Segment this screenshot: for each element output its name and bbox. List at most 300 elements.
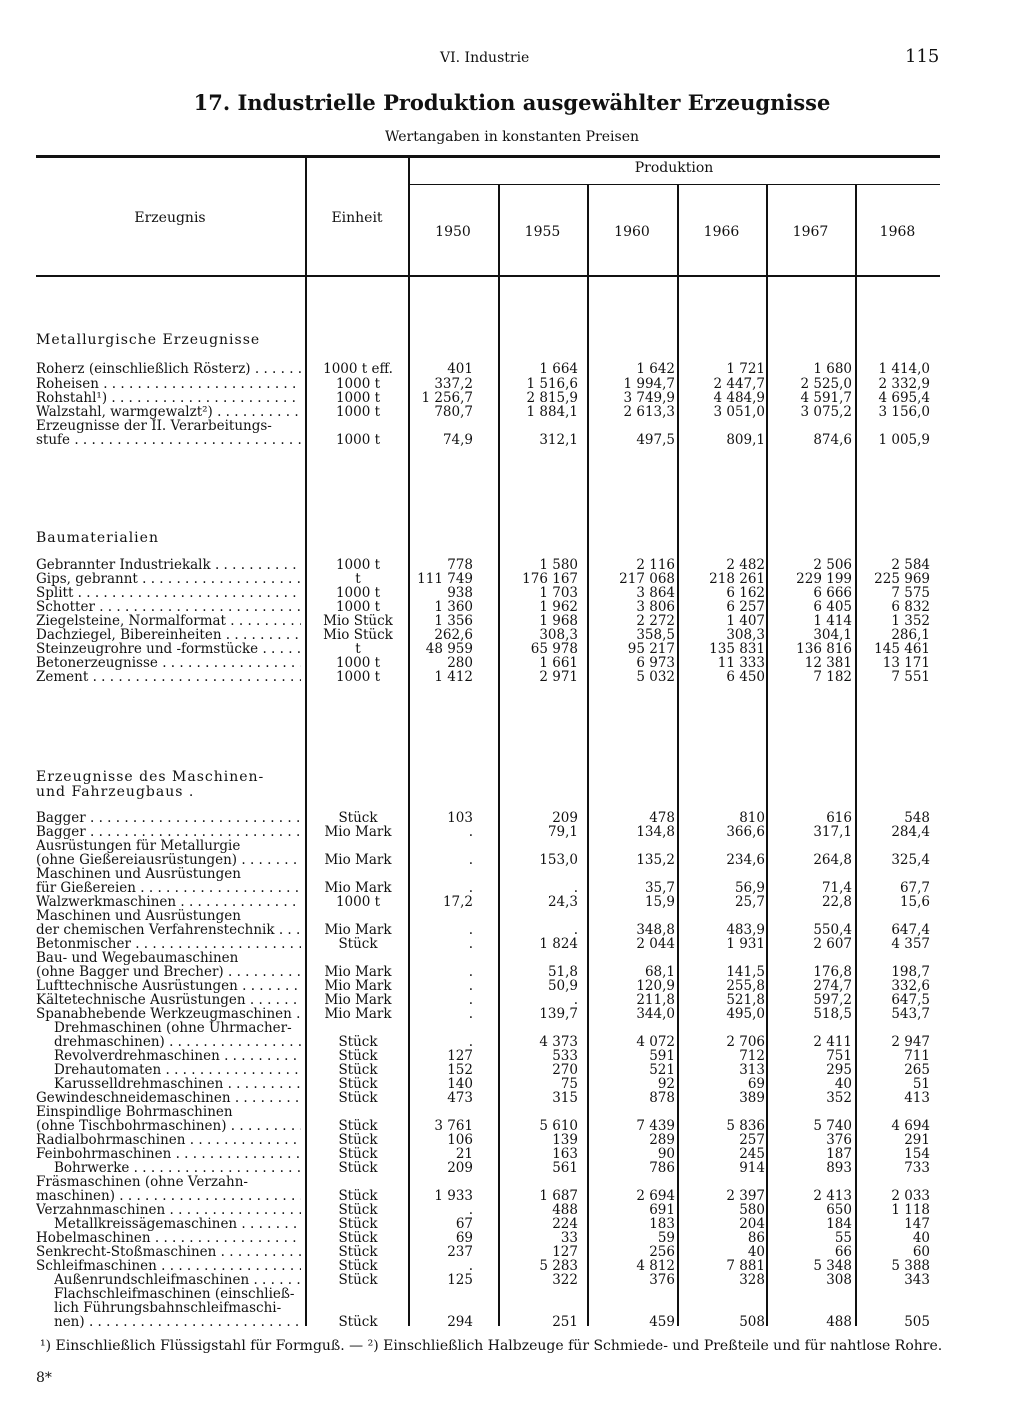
table-row xyxy=(0,853,1024,867)
value-cell: 3 806 xyxy=(636,599,675,615)
value-cell: 459 xyxy=(649,1314,675,1330)
value-cell: 176 167 xyxy=(522,571,578,587)
value-cell: 204 xyxy=(739,1216,765,1232)
value-cell: 67,7 xyxy=(899,880,930,896)
value-cell: 15,9 xyxy=(644,894,675,910)
value-cell: 1 994,7 xyxy=(623,376,675,392)
value-cell: 2 607 xyxy=(813,936,852,952)
value-cell: 597,2 xyxy=(813,992,852,1008)
value-cell: 135,2 xyxy=(636,852,675,868)
value-cell: 251 xyxy=(552,1314,578,1330)
value-cell: 135 831 xyxy=(709,641,765,657)
table-row xyxy=(0,1259,1024,1273)
value-cell: 691 xyxy=(649,1202,675,1218)
value-cell: 264,8 xyxy=(813,852,852,868)
row-label: Roheisen . . . xyxy=(36,377,301,391)
value-cell: 751 xyxy=(826,1048,852,1064)
value-cell: 3 156,0 xyxy=(878,404,930,420)
value-cell: 2 971 xyxy=(539,669,578,685)
table-row xyxy=(0,377,1024,391)
value-cell: 139 xyxy=(552,1132,578,1148)
value-cell: 25,7 xyxy=(734,894,765,910)
table-row xyxy=(0,614,1024,628)
row-label: für Gießereien . . . xyxy=(36,881,301,895)
value-cell: 59 xyxy=(657,1230,675,1246)
table-row xyxy=(0,1301,1024,1315)
value-cell: . xyxy=(468,964,473,980)
table-row xyxy=(0,656,1024,670)
value-cell: 154 xyxy=(904,1146,930,1162)
value-cell: 401 xyxy=(447,361,473,377)
value-cell: 48 959 xyxy=(425,641,473,657)
value-cell: 2 413 xyxy=(813,1188,852,1204)
row-unit: 1000 t xyxy=(335,390,381,406)
value-cell: 6 973 xyxy=(636,655,675,671)
value-cell: 6 666 xyxy=(813,585,852,601)
value-cell: 308 xyxy=(826,1272,852,1288)
value-cell: 647,4 xyxy=(891,922,930,938)
value-cell: 40 xyxy=(747,1244,765,1260)
row-label: Walzwerkmaschinen . . . xyxy=(36,895,301,909)
value-cell: 209 xyxy=(447,1160,473,1176)
value-cell: . xyxy=(468,936,473,952)
value-cell: 270 xyxy=(552,1062,578,1078)
table-row xyxy=(0,1007,1024,1021)
row-unit: Stück xyxy=(338,1314,378,1330)
value-cell: 125 xyxy=(447,1272,473,1288)
value-cell: 1 933 xyxy=(434,1188,473,1204)
row-label: Dachziegel, Bibereinheiten . . . xyxy=(36,628,301,642)
value-cell: 120,9 xyxy=(636,978,675,994)
value-cell: 1 931 xyxy=(726,936,765,952)
value-cell: 55 xyxy=(834,1230,852,1246)
row-label: Gewindeschneidemaschinen . . . xyxy=(36,1091,301,1105)
value-cell: 711 xyxy=(904,1048,930,1064)
value-cell: 1 118 xyxy=(891,1202,930,1218)
row-label: Feinbohrmaschinen . . . xyxy=(36,1147,301,1161)
value-cell: 6 162 xyxy=(726,585,765,601)
value-cell: . xyxy=(573,880,578,896)
row-label: Spanabhebende Werkzeugmaschinen . . . xyxy=(36,1007,301,1021)
value-cell: . xyxy=(468,1034,473,1050)
value-cell: 136 816 xyxy=(796,641,852,657)
value-cell: 2 116 xyxy=(636,557,675,573)
value-cell: 4 591,7 xyxy=(800,390,852,406)
value-cell: 67 xyxy=(455,1216,473,1232)
table-row xyxy=(0,642,1024,656)
value-cell: 2 447,7 xyxy=(713,376,765,392)
value-cell: 308,3 xyxy=(726,627,765,643)
row-unit: Stück xyxy=(338,1258,378,1274)
value-cell: 280 xyxy=(447,655,473,671)
row-unit: Mio Stück xyxy=(323,613,393,629)
value-cell: 3 051,0 xyxy=(713,404,765,420)
value-cell: 580 xyxy=(739,1202,765,1218)
table-row xyxy=(0,1119,1024,1133)
table-row xyxy=(0,391,1024,405)
row-label: der chemischen Verfahrenstechnik . . . xyxy=(36,923,301,937)
table-row xyxy=(0,1035,1024,1049)
value-cell: 1 580 xyxy=(539,557,578,573)
value-cell: . xyxy=(468,880,473,896)
row-label: Metallkreissägemaschinen . . . xyxy=(54,1217,301,1231)
value-cell: . xyxy=(468,1202,473,1218)
value-cell: 4 373 xyxy=(539,1034,578,1050)
row-unit: Stück xyxy=(338,1062,378,1078)
value-cell: 1 005,9 xyxy=(878,432,930,448)
row-label: Außenrundschleifmaschinen . . . xyxy=(54,1273,301,1287)
value-cell: 343 xyxy=(904,1272,930,1288)
value-cell: 352 xyxy=(826,1090,852,1106)
value-cell: 548 xyxy=(904,810,930,826)
value-cell: 140 xyxy=(447,1076,473,1092)
value-cell: 5 032 xyxy=(636,669,675,685)
value-cell: 198,7 xyxy=(891,964,930,980)
value-cell: 2 411 xyxy=(813,1034,852,1050)
value-cell: 780,7 xyxy=(434,404,473,420)
value-cell: 893 xyxy=(826,1160,852,1176)
table-row xyxy=(0,572,1024,586)
value-cell: 225 969 xyxy=(874,571,930,587)
value-cell: 4 695,4 xyxy=(878,390,930,406)
value-cell: 1 516,6 xyxy=(526,376,578,392)
value-cell: 521 xyxy=(649,1062,675,1078)
value-cell: 2 482 xyxy=(726,557,765,573)
row-label: Ziegelsteine, Normalformat . . . xyxy=(36,614,301,628)
value-cell: 218 261 xyxy=(709,571,765,587)
value-cell: 255,8 xyxy=(726,978,765,994)
value-cell: 344,0 xyxy=(636,1006,675,1022)
value-cell: 4 072 xyxy=(636,1034,675,1050)
table-title: 17. Industrielle Produktion ausgewählter Erzeugnisse xyxy=(193,90,831,115)
table-row xyxy=(0,1175,1024,1189)
value-cell: 274,7 xyxy=(813,978,852,994)
value-cell: 778 xyxy=(447,557,473,573)
value-cell: 6 257 xyxy=(726,599,765,615)
value-cell: 11 333 xyxy=(717,655,765,671)
row-label: Drehautomaten . . . xyxy=(54,1063,301,1077)
row-label: Bau- und Wegebaumaschinen xyxy=(36,951,239,965)
row-label: Kältetechnische Ausrüstungen . . . xyxy=(36,993,301,1007)
value-cell: . xyxy=(468,992,473,1008)
value-cell: 561 xyxy=(552,1160,578,1176)
value-cell: 86 xyxy=(747,1230,765,1246)
value-cell: . xyxy=(468,824,473,840)
row-label: Hobelmaschinen . . . xyxy=(36,1231,301,1245)
row-label: maschinen) . . . xyxy=(36,1189,301,1203)
value-cell: 2 506 xyxy=(813,557,852,573)
row-label: lich Führungsbahnschleifmaschi- xyxy=(54,1301,282,1315)
value-cell: 127 xyxy=(447,1048,473,1064)
value-cell: 7 551 xyxy=(891,669,930,685)
row-unit: Mio Mark xyxy=(324,978,392,994)
row-label: Steinzeugrohre und -formstücke . . . xyxy=(36,642,301,656)
value-cell: 5 348 xyxy=(813,1258,852,1274)
row-unit: Stück xyxy=(338,1160,378,1176)
value-cell: 712 xyxy=(739,1048,765,1064)
header-bottom-rule xyxy=(36,275,940,277)
value-cell: 5 740 xyxy=(813,1118,852,1134)
value-cell: 473 xyxy=(447,1090,473,1106)
col-header-erzeugnis: Erzeugnis xyxy=(134,210,206,226)
value-cell: 234,6 xyxy=(726,852,765,868)
row-unit: Stück xyxy=(338,810,378,826)
value-cell: . xyxy=(573,992,578,1008)
row-unit: 1000 t xyxy=(335,376,381,392)
value-cell: 312,1 xyxy=(539,432,578,448)
value-cell: 95 217 xyxy=(627,641,675,657)
value-cell: 914 xyxy=(739,1160,765,1176)
value-cell: 7 182 xyxy=(813,669,852,685)
row-label: nen) . . . xyxy=(54,1315,301,1329)
table-row xyxy=(0,1049,1024,1063)
value-cell: 308,3 xyxy=(539,627,578,643)
value-cell: 328 xyxy=(739,1272,765,1288)
value-cell: 366,6 xyxy=(726,824,765,840)
value-cell: 257 xyxy=(739,1132,765,1148)
value-cell: 1 962 xyxy=(539,599,578,615)
col-header-einheit: Einheit xyxy=(331,210,383,226)
page-number: 115 xyxy=(905,46,940,67)
value-cell: 60 xyxy=(912,1244,930,1260)
row-label: Splitt . . . xyxy=(36,586,301,600)
value-cell: 176,8 xyxy=(813,964,852,980)
value-cell: 66 xyxy=(834,1244,852,1260)
table-row xyxy=(0,1315,1024,1329)
value-cell: 187 xyxy=(826,1146,852,1162)
table-row xyxy=(0,979,1024,993)
row-unit: Stück xyxy=(338,1202,378,1218)
value-cell: 139,7 xyxy=(539,1006,578,1022)
value-cell: 111 749 xyxy=(417,571,473,587)
value-cell: 17,2 xyxy=(442,894,473,910)
value-cell: 5 283 xyxy=(539,1258,578,1274)
value-cell: 878 xyxy=(649,1090,675,1106)
value-cell: 1 661 xyxy=(539,655,578,671)
row-label: Walzstahl, warmgewalzt²) . . . xyxy=(36,405,301,419)
value-cell: 90 xyxy=(657,1146,675,1162)
value-cell: . xyxy=(468,1006,473,1022)
value-cell: 2 584 xyxy=(891,557,930,573)
table-row xyxy=(0,811,1024,825)
value-cell: 315 xyxy=(552,1090,578,1106)
row-label: Erzeugnisse der II. Verarbeitungs- xyxy=(36,419,272,433)
value-cell: 21 xyxy=(455,1146,473,1162)
row-unit: t xyxy=(355,641,361,657)
value-cell: 2 815,9 xyxy=(526,390,578,406)
value-cell: 3 761 xyxy=(434,1118,473,1134)
value-cell: 488 xyxy=(826,1314,852,1330)
value-cell: 1 360 xyxy=(434,599,473,615)
table-row xyxy=(0,628,1024,642)
value-cell: 616 xyxy=(826,810,852,826)
row-unit: Stück xyxy=(338,1244,378,1260)
table-row xyxy=(0,881,1024,895)
row-label: Drehmaschinen (ohne Uhrmacher- xyxy=(54,1021,292,1035)
value-cell: . xyxy=(573,922,578,938)
value-cell: 1 352 xyxy=(891,613,930,629)
row-unit: Stück xyxy=(338,1076,378,1092)
row-label: Fräsmaschinen (ohne Verzahn- xyxy=(36,1175,248,1189)
row-label: Schleifmaschinen . . . xyxy=(36,1259,301,1273)
value-cell: 75 xyxy=(560,1076,578,1092)
value-cell: 289 xyxy=(649,1132,675,1148)
row-unit: Stück xyxy=(338,1132,378,1148)
value-cell: 2 272 xyxy=(636,613,675,629)
value-cell: 79,1 xyxy=(547,824,578,840)
value-cell: 237 xyxy=(447,1244,473,1260)
value-cell: 3 075,2 xyxy=(800,404,852,420)
row-unit: Stück xyxy=(338,1048,378,1064)
value-cell: 141,5 xyxy=(726,964,765,980)
table-row xyxy=(0,1287,1024,1301)
value-cell: 550,4 xyxy=(813,922,852,938)
value-cell: 92 xyxy=(657,1076,675,1092)
row-label: stufe . . . xyxy=(36,433,301,447)
value-cell: 810 xyxy=(739,810,765,826)
value-cell: 35,7 xyxy=(644,880,675,896)
value-cell: 224 xyxy=(552,1216,578,1232)
value-cell: 332,6 xyxy=(891,978,930,994)
footnote: ¹) Einschließlich Flüssigstahl für Formguß. — ²) Einschließlich Halbzeuge für Schmiede- und Preßteile und für nahtlose Rohre. xyxy=(40,1338,943,1354)
group-heading: und Fahrzeugbaus . xyxy=(36,784,195,800)
table-row xyxy=(0,825,1024,839)
value-cell: 809,1 xyxy=(726,432,765,448)
row-label: (ohne Bagger und Brecher) . . . xyxy=(36,965,301,979)
value-cell: 938 xyxy=(447,585,473,601)
row-label: (ohne Tischbohrmaschinen) . . . xyxy=(36,1119,301,1133)
table-row xyxy=(0,1077,1024,1091)
table-row xyxy=(0,951,1024,965)
value-cell: 3 864 xyxy=(636,585,675,601)
value-cell: 134,8 xyxy=(636,824,675,840)
row-unit: Stück xyxy=(338,1230,378,1246)
value-cell: 1 824 xyxy=(539,936,578,952)
value-cell: 153,0 xyxy=(539,852,578,868)
value-cell: 229 199 xyxy=(796,571,852,587)
row-unit: Stück xyxy=(338,1146,378,1162)
table-subtitle: Wertangaben in konstanten Preisen xyxy=(384,129,640,145)
table-row xyxy=(0,867,1024,881)
value-cell: 209 xyxy=(552,810,578,826)
row-unit: Mio Mark xyxy=(324,852,392,868)
page-mark: 8* xyxy=(36,1370,52,1386)
value-cell: 40 xyxy=(834,1076,852,1092)
table-row xyxy=(0,600,1024,614)
value-cell: 389 xyxy=(739,1090,765,1106)
value-cell: 304,1 xyxy=(813,627,852,643)
row-label: (ohne Gießereiausrüstungen) . . . xyxy=(36,853,301,867)
value-cell: 12 381 xyxy=(804,655,852,671)
value-cell: 262,6 xyxy=(434,627,473,643)
row-unit: 1000 t xyxy=(335,404,381,420)
row-unit: Mio Mark xyxy=(324,922,392,938)
row-label: Schotter . . . xyxy=(36,600,301,614)
row-label: Gebrannter Industriekalk . . . xyxy=(36,558,301,572)
row-unit: Mio Mark xyxy=(324,1006,392,1022)
value-cell: 256 xyxy=(649,1244,675,1260)
value-cell: 147 xyxy=(904,1216,930,1232)
value-cell: 495,0 xyxy=(726,1006,765,1022)
value-cell: 5 388 xyxy=(891,1258,930,1274)
row-unit: Stück xyxy=(338,936,378,952)
row-label: Betonerzeugnisse . . . xyxy=(36,656,301,670)
value-cell: 322 xyxy=(552,1272,578,1288)
row-unit: t xyxy=(355,571,361,587)
value-cell: 313 xyxy=(739,1062,765,1078)
row-label: Radialbohrmaschinen . . . xyxy=(36,1133,301,1147)
value-cell: 184 xyxy=(826,1216,852,1232)
value-cell: 4 812 xyxy=(636,1258,675,1274)
value-cell: 5 836 xyxy=(726,1118,765,1134)
value-cell: 7 881 xyxy=(726,1258,765,1274)
year-header: 1968 xyxy=(879,224,916,240)
value-cell: 211,8 xyxy=(636,992,675,1008)
row-unit: Stück xyxy=(338,1188,378,1204)
value-cell: 13 171 xyxy=(882,655,930,671)
col-header-produktion: Produktion xyxy=(634,160,714,176)
row-unit: 1000 t eff. xyxy=(323,361,393,377)
row-unit: 1000 t xyxy=(335,655,381,671)
value-cell: 4 484,9 xyxy=(713,390,765,406)
row-unit: Mio Mark xyxy=(324,964,392,980)
value-cell: 647,5 xyxy=(891,992,930,1008)
table-row xyxy=(0,1203,1024,1217)
value-cell: 65 978 xyxy=(530,641,578,657)
value-cell: 50,9 xyxy=(547,978,578,994)
row-label: Rohstahl¹) . . . xyxy=(36,391,301,405)
value-cell: 518,5 xyxy=(813,1006,852,1022)
value-cell: 183 xyxy=(649,1216,675,1232)
value-cell: 217 068 xyxy=(619,571,675,587)
row-label: Gips, gebrannt . . . xyxy=(36,572,301,586)
row-label: Ausrüstungen für Metallurgie xyxy=(36,839,241,853)
value-cell: 33 xyxy=(560,1230,578,1246)
value-cell: 786 xyxy=(649,1160,675,1176)
value-cell: 1 703 xyxy=(539,585,578,601)
year-header: 1960 xyxy=(614,224,650,240)
value-cell: 1 356 xyxy=(434,613,473,629)
group-heading: Baumaterialien xyxy=(36,530,159,546)
value-cell: 103 xyxy=(447,810,473,826)
value-cell: 376 xyxy=(649,1272,675,1288)
value-cell: 543,7 xyxy=(891,1006,930,1022)
value-cell: 6 832 xyxy=(891,599,930,615)
value-cell: . xyxy=(468,922,473,938)
row-label: Maschinen und Ausrüstungen xyxy=(36,909,241,923)
value-cell: 152 xyxy=(447,1062,473,1078)
value-cell: 2 033 xyxy=(891,1188,930,1204)
row-unit: Stück xyxy=(338,1034,378,1050)
value-cell: 650 xyxy=(826,1202,852,1218)
table-row xyxy=(0,965,1024,979)
value-cell: 7 575 xyxy=(891,585,930,601)
value-cell: 591 xyxy=(649,1048,675,1064)
value-cell: 497,5 xyxy=(636,432,675,448)
value-cell: 325,4 xyxy=(891,852,930,868)
value-cell: 56,9 xyxy=(734,880,765,896)
value-cell: 1 414,0 xyxy=(878,361,930,377)
table-row xyxy=(0,1217,1024,1231)
table-row xyxy=(0,839,1024,853)
value-cell: 1 414 xyxy=(813,613,852,629)
row-label: Bagger . . . xyxy=(36,811,301,825)
value-cell: 874,6 xyxy=(813,432,852,448)
value-cell: 163 xyxy=(552,1146,578,1162)
row-label: Verzahnmaschinen . . . xyxy=(36,1203,301,1217)
value-cell: 1 664 xyxy=(539,361,578,377)
value-cell: 265 xyxy=(904,1062,930,1078)
